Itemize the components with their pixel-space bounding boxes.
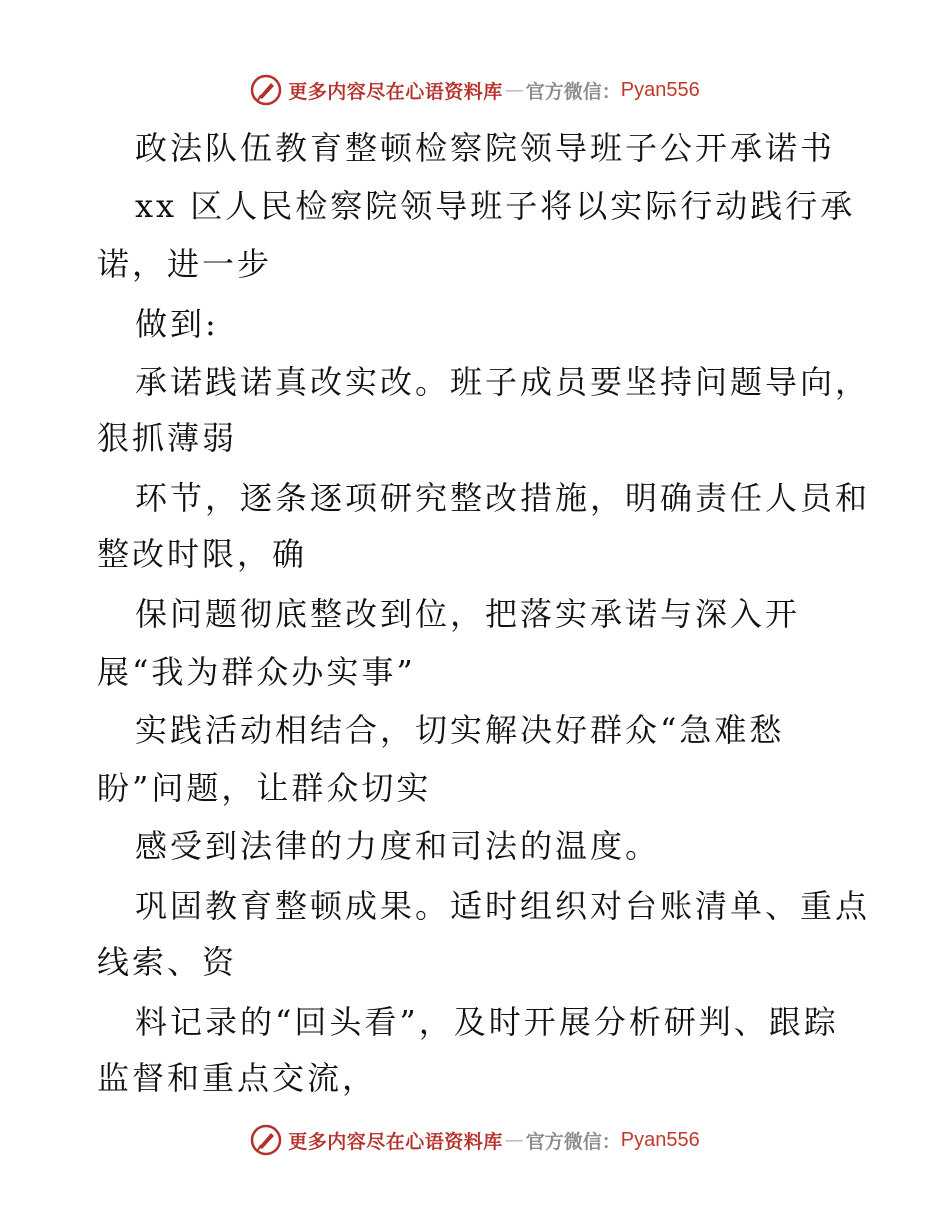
paragraph-line: 料记录的“回头看”，及时开展分析研判、跟踪 <box>135 1003 839 1041</box>
paragraph-line: 承诺践诺真改实改。班子成员要坚持问题导向， <box>135 363 871 401</box>
paragraph-line: 展“我为群众办实事” <box>97 653 416 691</box>
watermark-brand-text: 更多内容尽在心语资料库 <box>288 1130 503 1153</box>
paragraph-line: 盼”问题，让群众切实 <box>97 769 432 807</box>
paragraph-line: 巩固教育整顿成果。适时组织对台账清单、重点 <box>135 887 871 925</box>
paragraph-line: 狠抓薄弱 <box>97 419 238 457</box>
watermark-official-label: 官方微信： <box>525 1130 621 1153</box>
watermark-wechat-handle: Pyan556 <box>620 1128 700 1151</box>
paragraph-line: 线索、资 <box>97 943 238 981</box>
paragraph-line: 环节，逐条逐项研究整改措施，明确责任人员和 <box>135 479 871 517</box>
red-quill-logo-icon <box>250 74 282 106</box>
watermark-dash: — <box>504 79 524 101</box>
watermark-dash: — <box>504 1129 524 1151</box>
watermark-wechat-handle: Pyan556 <box>620 78 700 101</box>
paragraph-line: 实践活动相结合，切实解决好群众“急难愁 <box>135 711 785 749</box>
watermark-banner-top <box>0 70 950 110</box>
paragraph-line: xx 区人民检察院领导班子将以实际行动践行承 <box>135 187 856 225</box>
red-quill-logo-icon <box>250 1124 282 1156</box>
paragraph-line: 诺，进一步 <box>97 245 273 283</box>
paragraph-line: 保问题彻底整改到位，把落实承诺与深入开 <box>135 595 801 633</box>
watermark-banner-bottom <box>0 1120 950 1160</box>
paragraph-line: 整改时限，确 <box>97 535 308 573</box>
paragraph-line: 做到: <box>135 305 219 343</box>
watermark-official-label: 官方微信： <box>525 80 621 103</box>
paragraph-line: 感受到法律的力度和司法的温度。 <box>135 827 661 865</box>
paragraph-line: 监督和重点交流， <box>97 1059 378 1097</box>
watermark-brand-text: 更多内容尽在心语资料库 <box>288 80 503 103</box>
document-title: 政法队伍教育整顿检察院领导班子公开承诺书 <box>135 129 836 167</box>
